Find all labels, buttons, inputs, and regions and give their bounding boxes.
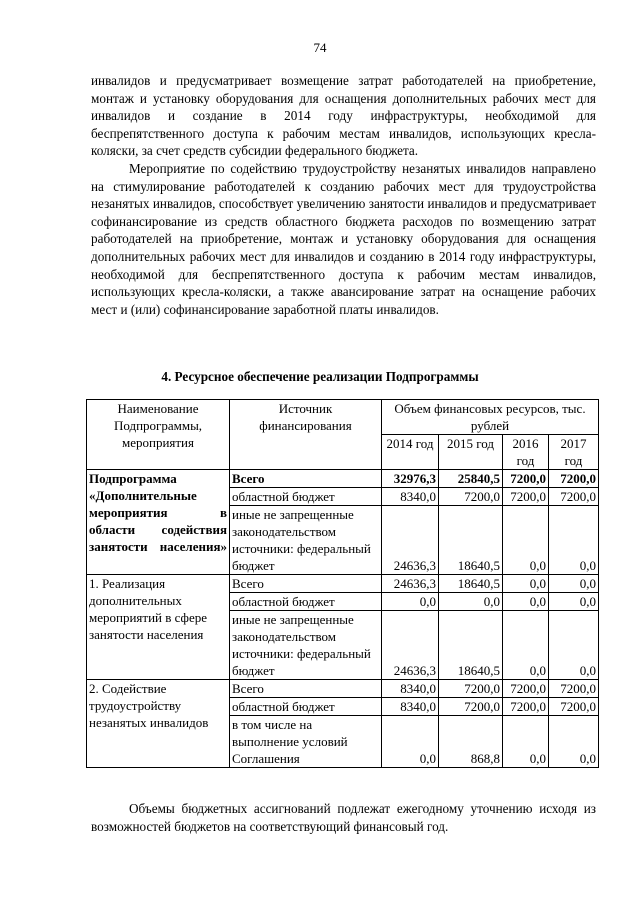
row-value: 24636,3 <box>382 506 439 575</box>
row-value: 7200,0 <box>549 680 599 698</box>
row-source: в том числе на выполнение условий Соглашения <box>230 716 382 768</box>
row-group-name: Подпрограмма «Дополнительные мероприятия в области содействия занятости населения» <box>87 470 230 575</box>
row-value: 0,0 <box>549 506 599 575</box>
table-header-row <box>87 400 599 435</box>
section-title: 4. Ресурсное обеспечение реализации Подпрограммы <box>161 369 479 384</box>
row-value: 24636,3 <box>382 575 439 593</box>
table-row <box>87 470 599 488</box>
row-value: 7200,0 <box>549 698 599 716</box>
page-number: 74 <box>313 40 327 55</box>
row-source: Всего <box>230 680 382 698</box>
header-source: Источник финансирования <box>230 400 382 470</box>
row-value: 0,0 <box>382 716 439 768</box>
row-value: 7200,0 <box>439 698 503 716</box>
header-volume: Объем финансовых ресурсов, тыс. рублей <box>382 400 599 435</box>
row-value: 868,8 <box>439 716 503 768</box>
row-value: 18640,5 <box>439 611 503 680</box>
footer-text <box>91 800 596 835</box>
row-value: 0,0 <box>549 593 599 611</box>
row-value: 0,0 <box>503 611 549 680</box>
table-row <box>87 575 599 593</box>
paragraph-2: Мероприятие по содействию трудоустройству незанятых инвалидов направлено на стимулирование работодателей к созданию рабочих мест для трудоустройства незанятых инвалидов, способствует увеличению занятости инвалидов и предусматривает софинансирование из средств областного бюджета расходов по возмещению затрат работодателей на приобретение, монтаж и установку оборудования для оснащения дополнительных рабочих мест для инвалидов и созданию в 2014 году инфраструктуры, необходимой для беспрепятственного доступа к рабочим местам инвалидов, использующих кресла-коляски, а также авансирование затрат на оснащение рабочих мест и (или) софинансирование заработной платы инвалидов. <box>91 160 596 317</box>
header-name: Наименование Подпрограммы, мероприятия <box>87 400 230 470</box>
row-group-name: 2. Содействие трудоустройству незанятых инвалидов <box>87 680 230 768</box>
row-value: 0,0 <box>549 575 599 593</box>
row-value: 7200,0 <box>503 680 549 698</box>
row-value: 7200,0 <box>439 680 503 698</box>
footer-paragraph: Объемы бюджетных ассигнований подлежат ежегодному уточнению исходя из возможностей бюджетов на соответствующий финансовый год. <box>91 801 596 834</box>
row-value: 7200,0 <box>549 470 599 488</box>
row-source: областной бюджет <box>230 698 382 716</box>
row-value: 0,0 <box>503 593 549 611</box>
row-value: 0,0 <box>503 716 549 768</box>
row-value: 7200,0 <box>503 470 549 488</box>
body-text <box>91 72 596 318</box>
row-value: 7200,0 <box>439 488 503 506</box>
row-value: 0,0 <box>439 593 503 611</box>
row-source: Всего <box>230 575 382 593</box>
row-value: 0,0 <box>382 593 439 611</box>
row-value: 8340,0 <box>382 680 439 698</box>
row-group-name: 1. Реализация дополнительных мероприятий в сфере занятости населения <box>87 575 230 680</box>
row-value: 32976,3 <box>382 470 439 488</box>
row-value: 0,0 <box>549 716 599 768</box>
row-source: Всего <box>230 470 382 488</box>
resources-table <box>86 399 599 768</box>
row-value: 25840,5 <box>439 470 503 488</box>
row-value: 0,0 <box>503 506 549 575</box>
row-source: иные не запрещенные законодательством источники: федеральный бюджет <box>230 611 382 680</box>
row-value: 7200,0 <box>503 698 549 716</box>
header-year: 2014 год <box>382 435 439 470</box>
row-source: областной бюджет <box>230 488 382 506</box>
paragraph-1: инвалидов и предусматривает возмещение затрат работодателей на приобретение, монтаж и установку оборудования для оснащения дополнительных рабочих мест для инвалидов и создание в 2014 году инфраструктуры, необходимой для беспрепятственного доступа к рабочим местам инвалидов, использующих кресла-коляски, за счет средств субсидии федерального бюджета. <box>91 73 596 159</box>
row-value: 0,0 <box>549 611 599 680</box>
row-value: 7200,0 <box>549 488 599 506</box>
row-value: 8340,0 <box>382 698 439 716</box>
row-value: 18640,5 <box>439 575 503 593</box>
row-source: иные не запрещенные законодательством источники: федеральный бюджет <box>230 506 382 575</box>
row-value: 8340,0 <box>382 488 439 506</box>
header-year: 2016 год <box>503 435 549 470</box>
row-value: 0,0 <box>503 575 549 593</box>
header-year: 2017 год <box>549 435 599 470</box>
row-value: 24636,3 <box>382 611 439 680</box>
row-value: 7200,0 <box>503 488 549 506</box>
header-year: 2015 год <box>439 435 503 470</box>
table-row <box>87 680 599 698</box>
row-source: областной бюджет <box>230 593 382 611</box>
row-value: 18640,5 <box>439 506 503 575</box>
